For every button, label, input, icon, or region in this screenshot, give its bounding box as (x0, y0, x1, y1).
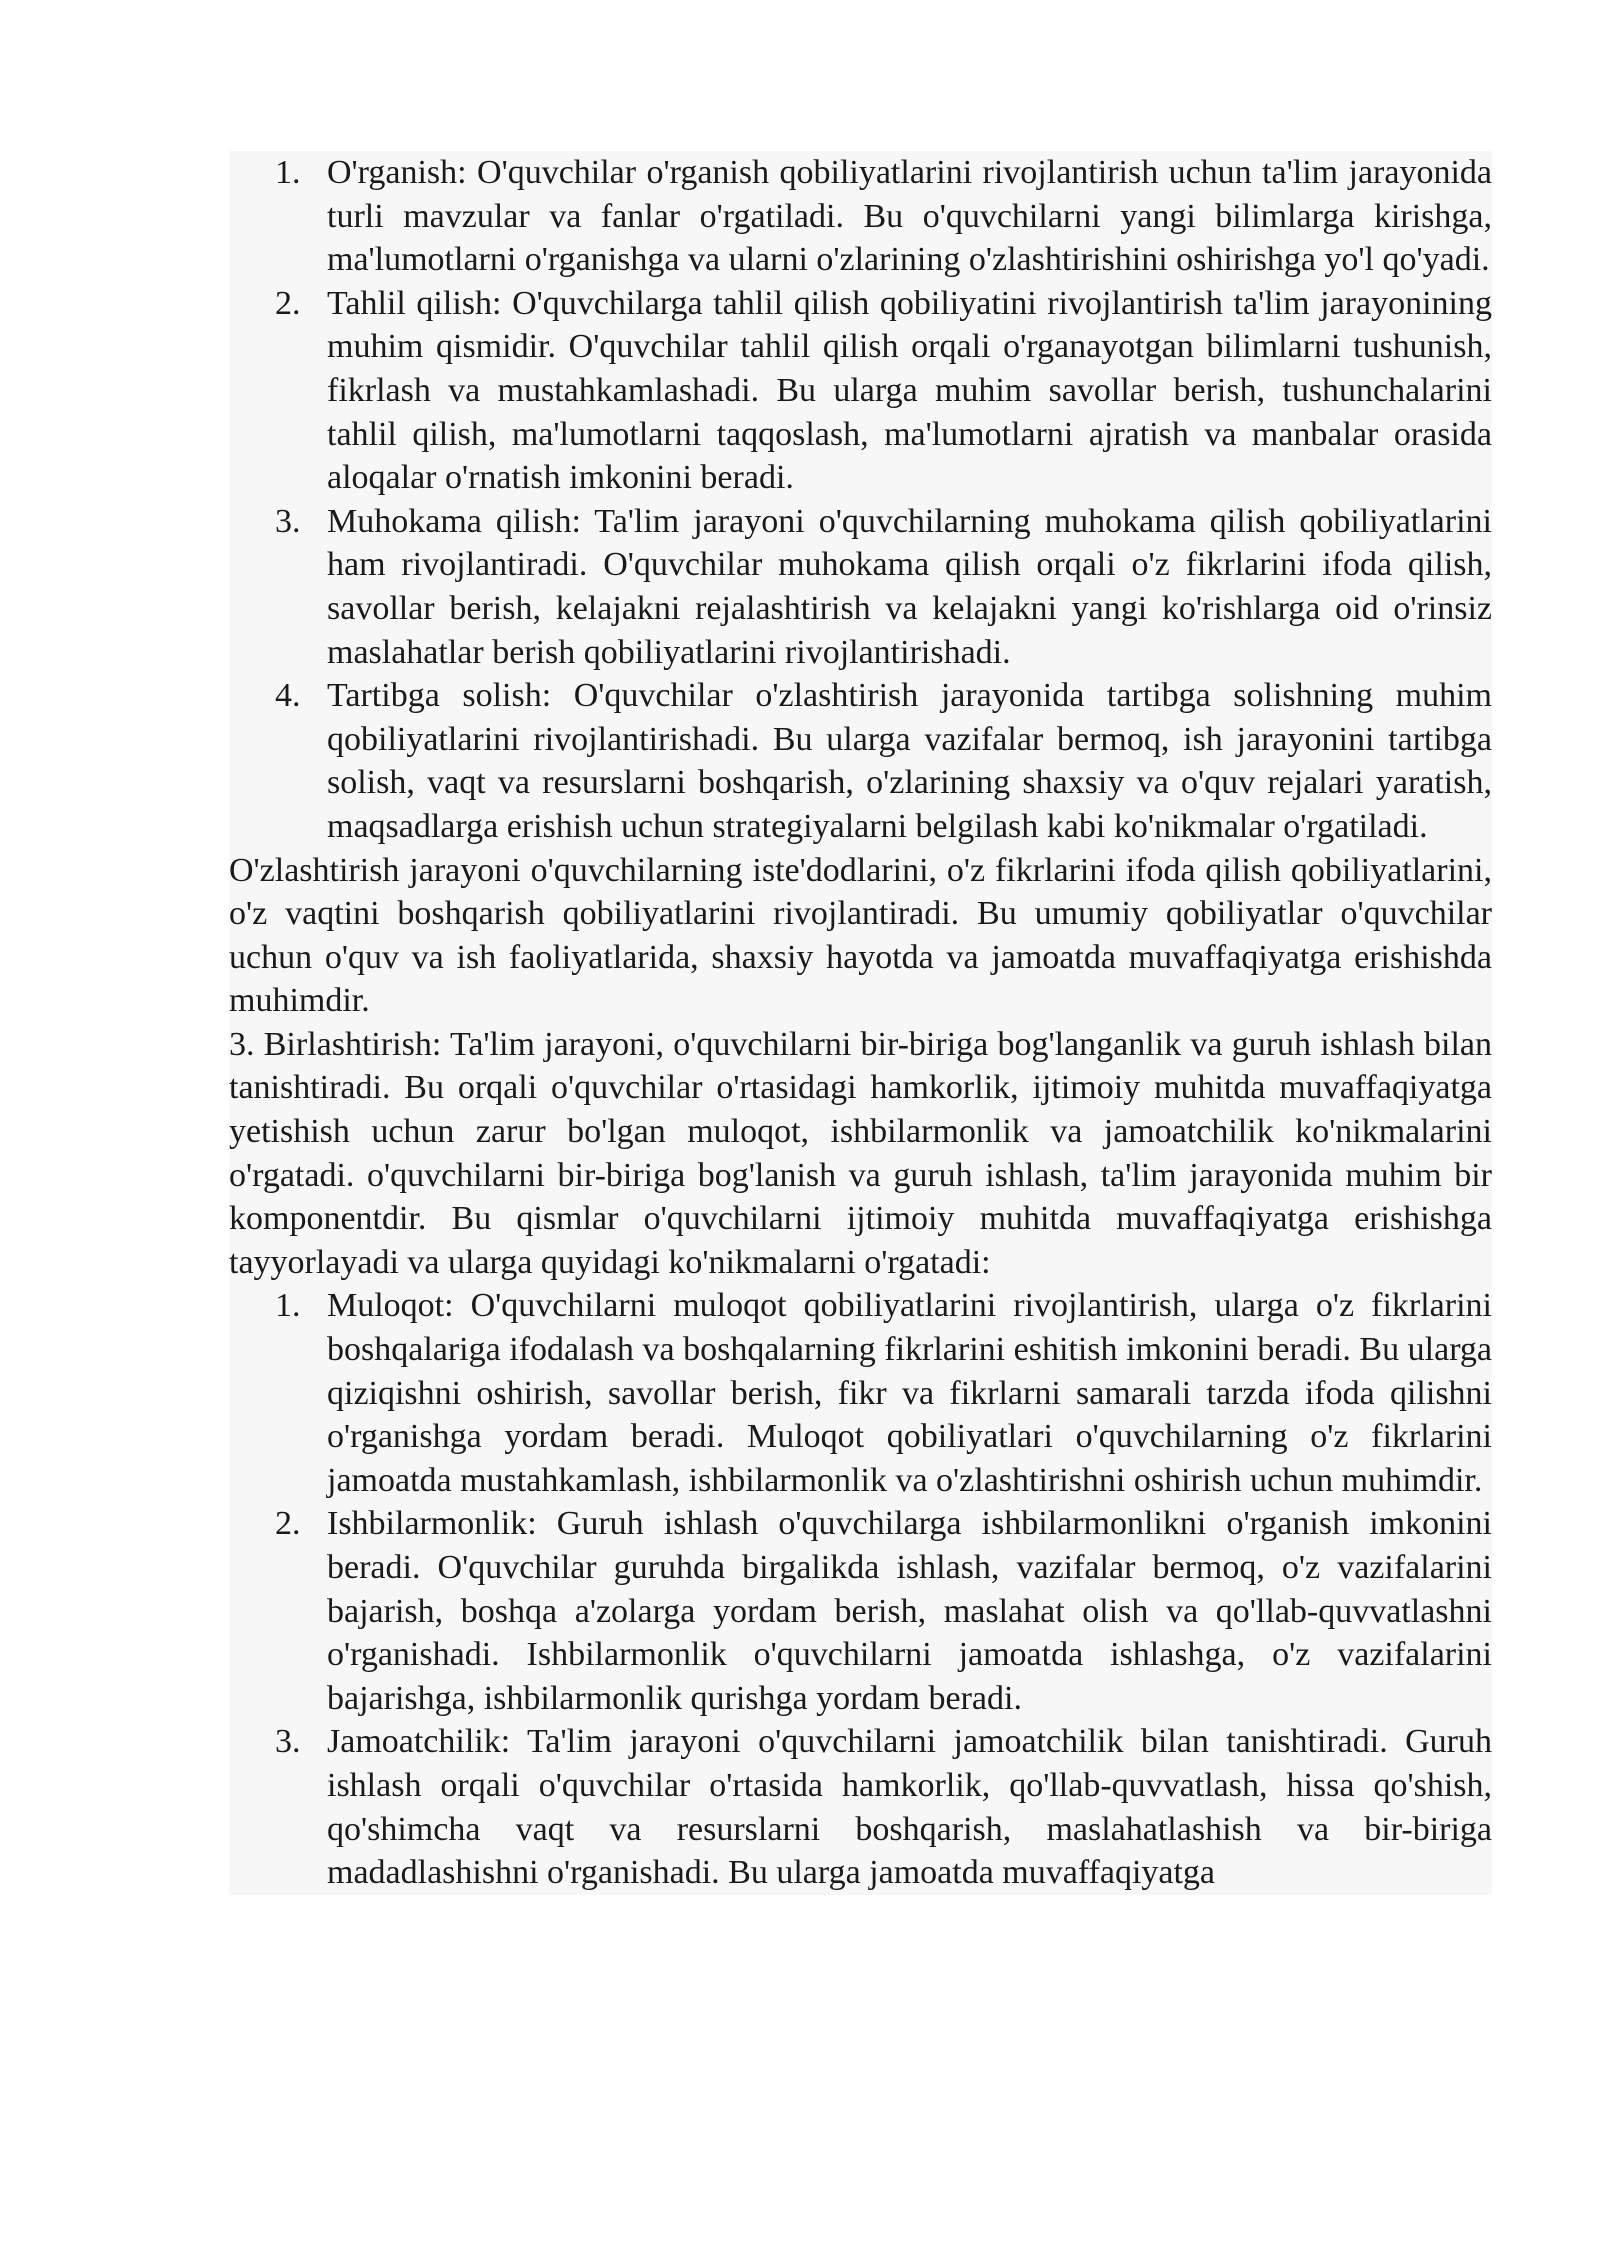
list-item-number: 4. (275, 677, 301, 715)
list-item-number: 3. (275, 502, 301, 540)
list-item-text: Jamoatchilik: Ta'lim jarayoni o'quvchilarni jamoatchilik bilan tanishtiradi. Guruh ishlash orqali o'quvchilar o'rtasida hamkorlik, qo'llab-quvvatlash, hissa qo'shish, qo'shimcha vaqt va resurslarni boshqarish, maslahatlashish va bir-biriga madadlashishni o'rganishadi. Bu ularga jamoatda muvaffaqiyatga (327, 1723, 1492, 1892)
list-item-text: Muhokama qilish: Ta'lim jarayoni o'quvchilarning muhokama qilish qobiliyatlarini ham rivojlantiradi. O'quvchilar muhokama qilish orqali o'z fikrlarini ifoda qilish, savollar berish, kelajakni rejalashtirish va kelajakni yangi ko'rishlarga oid o'rinsiz maslahatlar berish qobiliyatlarini rivojlantirishadi. (327, 502, 1492, 671)
list-item-text: Ishbilarmonlik: Guruh ishlash o'quvchilarga ishbilarmonlikni o'rganish imkonini beradi. O'quvchilar guruhda birgalikda ishlash, vazifalar bermoq, o'z vazifalarini bajarish, boshqa a'zolarga yordam berish, maslahat olish va qo'llab-quvvatlashni o'rganishadi. Ishbilarmonlik o'quvchilarni jamoatda ishlashga, o'z vazifalarini bajarishga, ishbilarmonlik qurishga yordam beradi. (327, 1505, 1492, 1717)
list-item-number: 2. (275, 1505, 301, 1543)
paragraph-birlashtirish: 3. Birlashtirish: Ta'lim jarayoni, o'quvchilarni bir-biriga bog'langanlik va guruh ishlash bilan tanishtiradi. Bu orqali o'quvchilar o'rtasidagi hamkorlik, ijtimoiy muhitda muvaffaqiyatga yetishish uchun zarur bo'lgan muloqot, ishbilarmonlik va jamoatchilik ko'nikmalarini o'rgatadi. o'quvchilarni bir-biriga bog'lanish va guruh ishlash, ta'lim jarayonida muhim bir komponentdir. Bu qismlar o'quvchilarni ijtimoiy muhitda muvaffaqiyatga erishishga tayyorlayadi va ularga quyidagi ko'nikmalarni o'rgatadi: (229, 1025, 1492, 1281)
list-item (275, 282, 1492, 500)
list-item (275, 1720, 1492, 1894)
list-item-text: Tartibga solish: O'quvchilar o'zlashtirish jarayonida tartibga solishning muhim qobiliyatlarini rivojlantirishadi. Bu ularga vazifalar bermoq, ish jarayonini tartibga solish, vaqt va resurslarni boshqarish, o'zlarining shaxsiy va o'quv rejalari yaratish, maqsadlarga erishish uchun strategiyalarni belgilash kabi ko'nikmalar o'rgatiladi. (327, 677, 1492, 845)
list-item-number: 3. (275, 1723, 301, 1761)
list-item (275, 500, 1492, 674)
list-item-number: 1. (275, 154, 301, 191)
list-item (275, 674, 1492, 848)
list-item-text: Tahlil qilish: O'quvchilarga tahlil qilish qobiliyatini rivojlantirish ta'lim jarayonining muhim qismidir. O'quvchilar tahlil qilish orqali o'rganayotgan bilimlarni tushunish, fikrlash va mustahkamlashadi. Bu ularga muhim savollar berish, tushunchalarini tahlil qilish, ma'lumotlarni taqqoslash, ma'lumotlarni ajratish va manbalar orasida aloqalar o'rnatish imkonini beradi. (327, 284, 1492, 497)
skills-list-2 (229, 1284, 1492, 1894)
list-item (275, 151, 1492, 282)
list-item (275, 1502, 1492, 1720)
list-item-number: 1. (275, 1287, 301, 1325)
list-item (275, 1284, 1492, 1502)
skills-list-1 (229, 151, 1492, 849)
list-item-text: O'rganish: O'quvchilar o'rganish qobiliyatlarini rivojlantirish uchun ta'lim jarayonida turli mavzular va fanlar o'rgatiladi. Bu o'quvchilarni yangi bilimlarga kirishga, ma'lumotlarni o'rganishga va ularni o'zlarining o'zlashtirishini oshirishga yo'l qo'yadi. (327, 154, 1492, 279)
list-item-number: 2. (275, 284, 301, 322)
list-item-text: Muloqot: O'quvchilarni muloqot qobiliyatlarini rivojlantirish, ularga o'z fikrlarini boshqalariga ifodalash va boshqalarning fikrlarini eshitish imkonini beradi. Bu ularga qiziqishni oshirish, savollar berish, fikr va fikrlarni samarali tarzda ifoda qilishni o'rganishga yordam beradi. Muloqot qobiliyatlari o'quvchilarning o'z fikrlarini jamoatda mustahkamlash, ishbilarmonlik va o'zlashtirishni oshirish uchun muhimdir. (327, 1287, 1492, 1499)
paragraph-summary: O'zlashtirish jarayoni o'quvchilarning iste'dodlarini, o'z fikrlarini ifoda qilish qobiliyatlarini, o'z vaqtini boshqarish qobiliyatlarini rivojlantiradi. Bu umumiy qobiliyatlar o'quvchilar uchun o'quv va ish faoliyatlarida, shaxsiy hayotda va jamoatda muvaffaqiyatga erishishda muhimdir. (229, 851, 1492, 1020)
document-body (229, 151, 1492, 1895)
